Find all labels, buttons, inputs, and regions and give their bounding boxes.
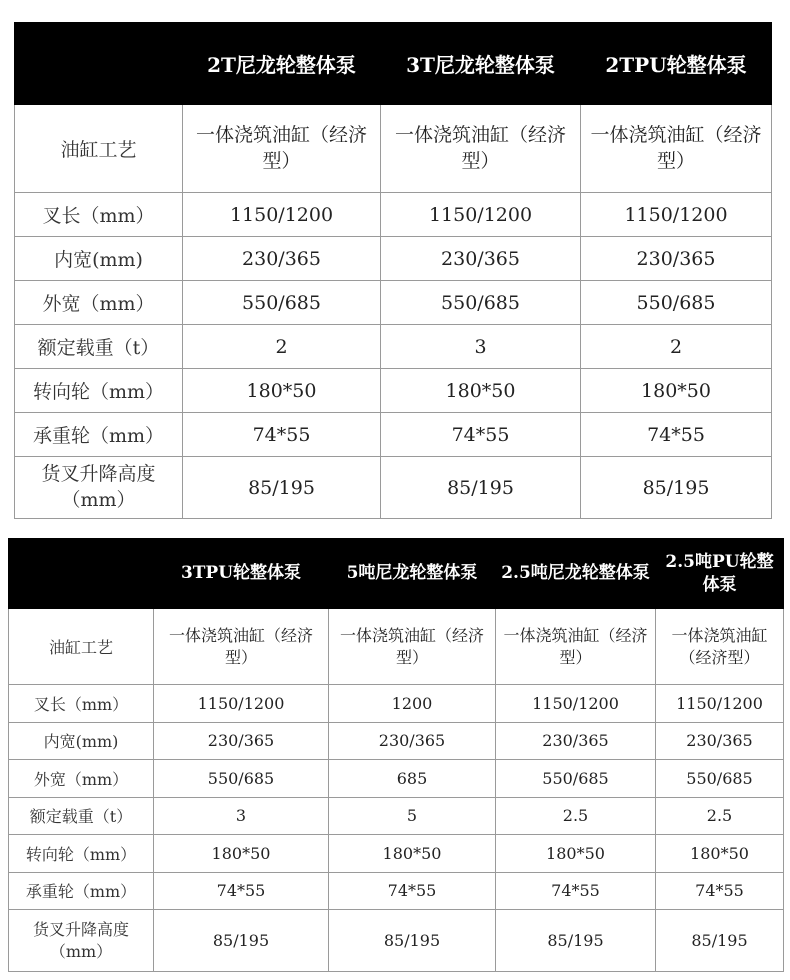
table-cell: 1150/1200 bbox=[581, 193, 772, 237]
table-cell: 180*50 bbox=[496, 835, 656, 873]
table-row bbox=[9, 872, 784, 910]
row-label: 转向轮（mm） bbox=[9, 835, 154, 873]
table-cell: 1150/1200 bbox=[154, 685, 329, 723]
row-label: 承重轮（mm） bbox=[9, 872, 154, 910]
table-cell: 一体浇筑油缸（经济型） bbox=[381, 105, 581, 193]
table-cell: 2 bbox=[183, 325, 381, 369]
column-header: 3T尼龙轮整体泵 bbox=[381, 23, 581, 105]
table-row bbox=[9, 722, 784, 760]
table-cell: 180*50 bbox=[154, 835, 329, 873]
table-cell: 一体浇筑油缸（经济型） bbox=[656, 609, 784, 685]
table-cell: 1150/1200 bbox=[496, 685, 656, 723]
column-header: 5吨尼龙轮整体泵 bbox=[329, 539, 496, 609]
table-cell: 2 bbox=[581, 325, 772, 369]
table-cell: 1200 bbox=[329, 685, 496, 723]
row-label: 叉长（mm） bbox=[9, 685, 154, 723]
table-cell: 550/685 bbox=[656, 760, 784, 798]
table-cell: 85/195 bbox=[183, 457, 381, 519]
table-cell: 1150/1200 bbox=[183, 193, 381, 237]
table-cell: 1150/1200 bbox=[381, 193, 581, 237]
table-cell: 230/365 bbox=[656, 722, 784, 760]
table-cell: 230/365 bbox=[496, 722, 656, 760]
table-row bbox=[9, 910, 784, 972]
table-cell: 85/195 bbox=[154, 910, 329, 972]
table-cell: 180*50 bbox=[656, 835, 784, 873]
column-header: 2.5吨PU轮整体泵 bbox=[656, 539, 784, 609]
table-cell: 74*55 bbox=[329, 872, 496, 910]
table-cell: 230/365 bbox=[329, 722, 496, 760]
table-cell: 550/685 bbox=[581, 281, 772, 325]
column-header: 2T尼龙轮整体泵 bbox=[183, 23, 381, 105]
table-cell: 550/685 bbox=[496, 760, 656, 798]
table-cell: 74*55 bbox=[496, 872, 656, 910]
row-label: 内宽(mm) bbox=[15, 237, 183, 281]
table-cell: 一体浇筑油缸（经济型） bbox=[329, 609, 496, 685]
table-row bbox=[15, 281, 772, 325]
table-row bbox=[9, 609, 784, 685]
table-cell: 180*50 bbox=[329, 835, 496, 873]
table-row bbox=[15, 457, 772, 519]
table-cell: 一体浇筑油缸（经济型） bbox=[154, 609, 329, 685]
table-cell: 180*50 bbox=[381, 369, 581, 413]
table-row bbox=[15, 325, 772, 369]
table-cell: 685 bbox=[329, 760, 496, 798]
row-label: 额定载重（t） bbox=[9, 797, 154, 835]
table-cell: 3 bbox=[381, 325, 581, 369]
table-cell: 一体浇筑油缸（经济型） bbox=[183, 105, 381, 193]
table-cell: 85/195 bbox=[381, 457, 581, 519]
table-cell: 230/365 bbox=[183, 237, 381, 281]
table-row bbox=[9, 760, 784, 798]
header-corner bbox=[15, 23, 183, 105]
row-label: 油缸工艺 bbox=[9, 609, 154, 685]
spec-table-1 bbox=[14, 22, 772, 519]
table-row bbox=[15, 237, 772, 281]
table-row bbox=[15, 413, 772, 457]
row-label: 外宽（mm） bbox=[15, 281, 183, 325]
table-row bbox=[15, 369, 772, 413]
table-header-row bbox=[15, 23, 772, 105]
table-cell: 74*55 bbox=[154, 872, 329, 910]
table-cell: 3 bbox=[154, 797, 329, 835]
row-label: 承重轮（mm） bbox=[15, 413, 183, 457]
table-cell: 2.5 bbox=[656, 797, 784, 835]
table-cell: 2.5 bbox=[496, 797, 656, 835]
column-header: 2TPU轮整体泵 bbox=[581, 23, 772, 105]
column-header: 3TPU轮整体泵 bbox=[154, 539, 329, 609]
table-cell: 85/195 bbox=[581, 457, 772, 519]
table-cell: 230/365 bbox=[381, 237, 581, 281]
column-header: 2.5吨尼龙轮整体泵 bbox=[496, 539, 656, 609]
table-cell: 5 bbox=[329, 797, 496, 835]
table-cell: 180*50 bbox=[581, 369, 772, 413]
row-label: 外宽（mm） bbox=[9, 760, 154, 798]
table-cell: 一体浇筑油缸（经济型） bbox=[581, 105, 772, 193]
table-cell: 230/365 bbox=[154, 722, 329, 760]
row-label: 货叉升降高度（mm） bbox=[9, 910, 154, 972]
table-cell: 550/685 bbox=[154, 760, 329, 798]
row-label: 转向轮（mm） bbox=[15, 369, 183, 413]
table-cell: 85/195 bbox=[329, 910, 496, 972]
header-corner bbox=[9, 539, 154, 609]
table-header-row bbox=[9, 539, 784, 609]
table-cell: 550/685 bbox=[381, 281, 581, 325]
table-row bbox=[15, 193, 772, 237]
table-cell: 550/685 bbox=[183, 281, 381, 325]
table-cell: 230/365 bbox=[581, 237, 772, 281]
table-cell: 74*55 bbox=[581, 413, 772, 457]
table-cell: 74*55 bbox=[381, 413, 581, 457]
table-cell: 74*55 bbox=[656, 872, 784, 910]
table-cell: 85/195 bbox=[496, 910, 656, 972]
row-label: 额定载重（t） bbox=[15, 325, 183, 369]
row-label: 油缸工艺 bbox=[15, 105, 183, 193]
spec-table-2 bbox=[8, 538, 784, 972]
table-cell: 74*55 bbox=[183, 413, 381, 457]
table-cell: 一体浇筑油缸（经济型） bbox=[496, 609, 656, 685]
table-row bbox=[9, 835, 784, 873]
table-row bbox=[9, 797, 784, 835]
table-cell: 180*50 bbox=[183, 369, 381, 413]
row-label: 货叉升降高度（mm） bbox=[15, 457, 183, 519]
table-cell: 85/195 bbox=[656, 910, 784, 972]
table-cell: 1150/1200 bbox=[656, 685, 784, 723]
table-row bbox=[15, 105, 772, 193]
table-row bbox=[9, 685, 784, 723]
row-label: 内宽(mm) bbox=[9, 722, 154, 760]
row-label: 叉长（mm） bbox=[15, 193, 183, 237]
